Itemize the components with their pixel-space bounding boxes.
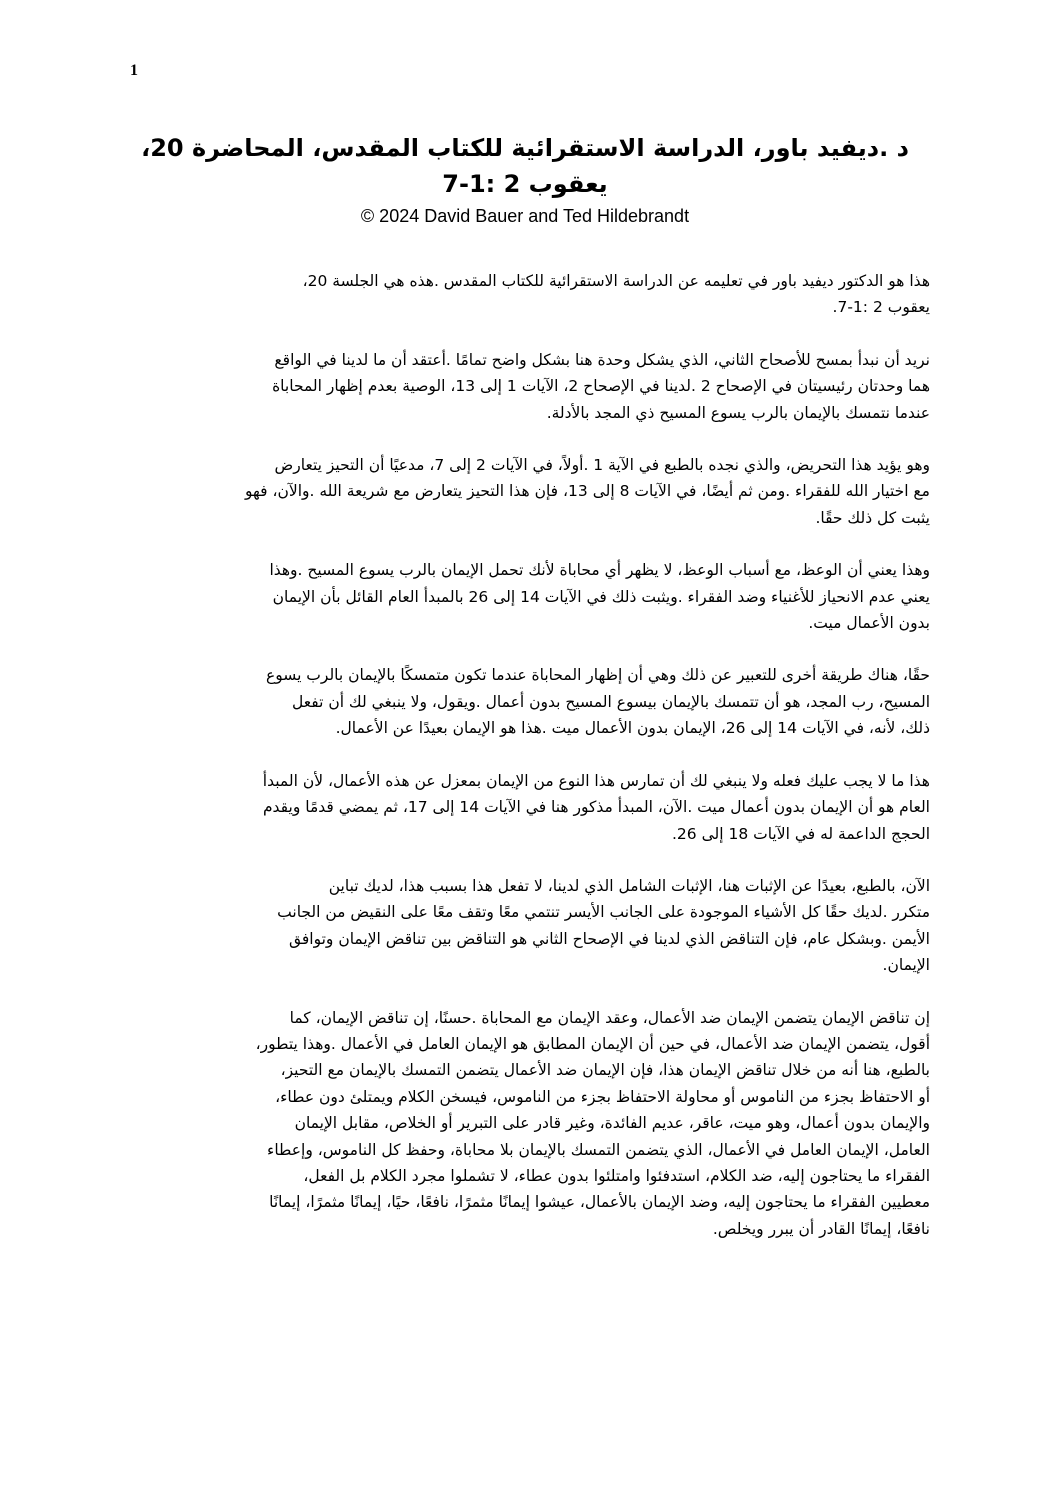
page-number: 1 [130, 62, 138, 79]
text-line: مع اختيار الله للفقراء .ومن ثم أيضًا، في الآيات 8 إلى 13، فإن هذا التحيز يتعارض مع شريعة الله .والآن، فهو [245, 482, 930, 501]
paragraph [130, 873, 930, 979]
text-line: بالطبع، هنا أنه من خلال تناقض الإيمان هذا، فإن الإيمان ضد الأعمال يتضمن التمسك بالإيمان مع التحيز، [280, 1061, 930, 1080]
text-line: الإيمان. [882, 956, 930, 975]
paragraph [130, 347, 930, 426]
text-line: يثبت كل ذلك حقًا. [815, 508, 930, 527]
text-line: متكرر .لديك حقًا كل الأشياء الموجودة على الجانب الأيسر تنتمي معًا وتقف معًا على النقيض من الجانب [277, 903, 930, 922]
paragraph [130, 268, 930, 321]
text-line: حقًا، هناك طريقة أخرى للتعبير عن ذلك وهي أن إظهار المحاباة عندما تكون متمسكًا بالإيمان بالرب يسوع [265, 666, 930, 685]
paragraph [130, 1005, 930, 1243]
text-line: الأيمن .وبشكل عام، فإن التناقض الذي لدينا في الإصحاح الثاني هو التناقض بين تناقض الإيمان وتوافق [288, 929, 930, 948]
text-line: العامل، الإيمان العامل في الأعمال، الذي يتضمن التمسك بالإيمان بلا محاباة، وحفظ كل الناموس، وإعطاء [267, 1140, 930, 1159]
text-line: أقول، يتضمن الإيمان ضد الأعمال، في حين أن الإيمان المطابق هو الإيمان العامل في الأعمال .وهذا يتطور، [255, 1034, 930, 1053]
paragraph [130, 768, 930, 847]
text-line: العام هو أن الإيمان بدون أعمال ميت .الآن، المبدأ مذكور هنا في الآيات 14 إلى 17، ثم يمضي قدمًا ويقدم [262, 798, 930, 817]
text-line: نافعًا، إيمانًا القادر أن يبرر ويخلص. [712, 1219, 930, 1238]
text-line: الآن، بالطبع، بعيدًا عن الإثبات هنا، الإثبات الشامل الذي لدينا، لا تفعل هذا بسبب هذا، لديك تباين [328, 876, 930, 895]
text-line: عندما نتمسك بالإيمان بالرب يسوع المسيح ذي المجد بالأدلة. [546, 403, 930, 422]
paragraph [130, 662, 930, 741]
text-line: والإيمان بدون أعمال، وهو ميت، عاقر، عديم الفائدة، وغير قادر على التبرير أو الخلاص، مقابل الإيمان [294, 1114, 930, 1133]
text-line: إن تناقض الإيمان يتضمن الإيمان ضد الأعمال، وعقد الإيمان مع المحاباة .حسنًا، إن تناقض الإيمان، كما [289, 1008, 930, 1027]
text-line: وهذا يعني أن الوعظ، مع أسباب الوعظ، لا يظهر أي محاباة لأنك تحمل الإيمان بالرب يسوع المسيح .وهذا [269, 561, 930, 580]
text-line: يعني عدم الانحياز للأغنياء وضد الفقراء .ويثبت ذلك في الآيات 14 إلى 26 بالمبدأ العام القائل بأن الإيمان [272, 587, 930, 606]
text-line: الحجج الداعمة له في الآيات 18 إلى 26. [671, 824, 930, 843]
copyright-notice: © 2024 David Bauer and Ted Hildebrandt [360, 206, 690, 226]
document-body [130, 268, 930, 1268]
text-line: الفقراء ما يحتاجون إليه، ضد الكلام، استدفئوا وامتلئوا بدون عطاء، لا تشملوا مجرد الكلام بل الفعل، [303, 1166, 930, 1185]
text-line: بدون الأعمال ميت. [808, 614, 930, 633]
text-line: المسيح، رب المجد، هو أن تتمسك بالإيمان بيسوع المسيح بدون أعمال .ويقول، ولا ينبغي لك أن تفعل [292, 692, 930, 711]
text-line: هذا هو الدكتور ديفيد باور في تعليمه عن الدراسة الاستقرائية للكتاب المقدس .هذه هي الجلسة 20، [302, 272, 930, 290]
document-title [110, 130, 940, 202]
text-line: نريد أن نبدأ بمسح للأصحاح الثاني، الذي يشكل وحدة هنا بشكل واضح تمامًا .أعتقد أن ما لدينا في الواقع [274, 350, 930, 369]
title-line: يعقوب 2 :1-7 [442, 170, 608, 198]
text-line: معطيين الفقراء ما يحتاجون إليه، وضد الإيمان بالأعمال، عيشوا إيمانًا مثمرًا، نافعًا، حيًا، إيمانًا مثمرًا، إيمانًا [269, 1193, 930, 1212]
title-line: د .ديفيد باور، الدراسة الاستقرائية للكتاب المقدس، المحاضرة 20، [141, 134, 909, 162]
text-line: يعقوب 2 :1-7. [832, 298, 930, 317]
text-line: هذا ما لا يجب عليك فعله ولا ينبغي لك أن تمارس هذا النوع من الإيمان بمعزل عن هذه الأعمال، لأن المبدأ [262, 771, 930, 790]
text-line: ذلك، لأنه، في الآيات 14 إلى 26، الإيمان بدون الأعمال ميت .هذا هو الإيمان بعيدًا عن الأعمال. [335, 719, 930, 738]
text-line: هما وحدتان رئيسيتان في الإصحاح 2 .لدينا في الإصحاح 2، الآيات 1 إلى 13، الوصية بعدم إظهار المحاباة [272, 377, 930, 396]
text-line: أو الاحتفاظ بجزء من الناموس أو محاولة الاحتفاظ بجزء من الناموس، فيسخن الكلام ويمتلئ دون عطاء، [275, 1087, 930, 1106]
text-line: وهو يؤيد هذا التحريض، والذي نجده بالطبع في الآية 1 .أولاً، في الآيات 2 إلى 7، مدعيًا أن التحيز يتعارض [274, 456, 930, 475]
paragraph [130, 557, 930, 636]
document-header [110, 130, 940, 228]
paragraph [130, 452, 930, 531]
